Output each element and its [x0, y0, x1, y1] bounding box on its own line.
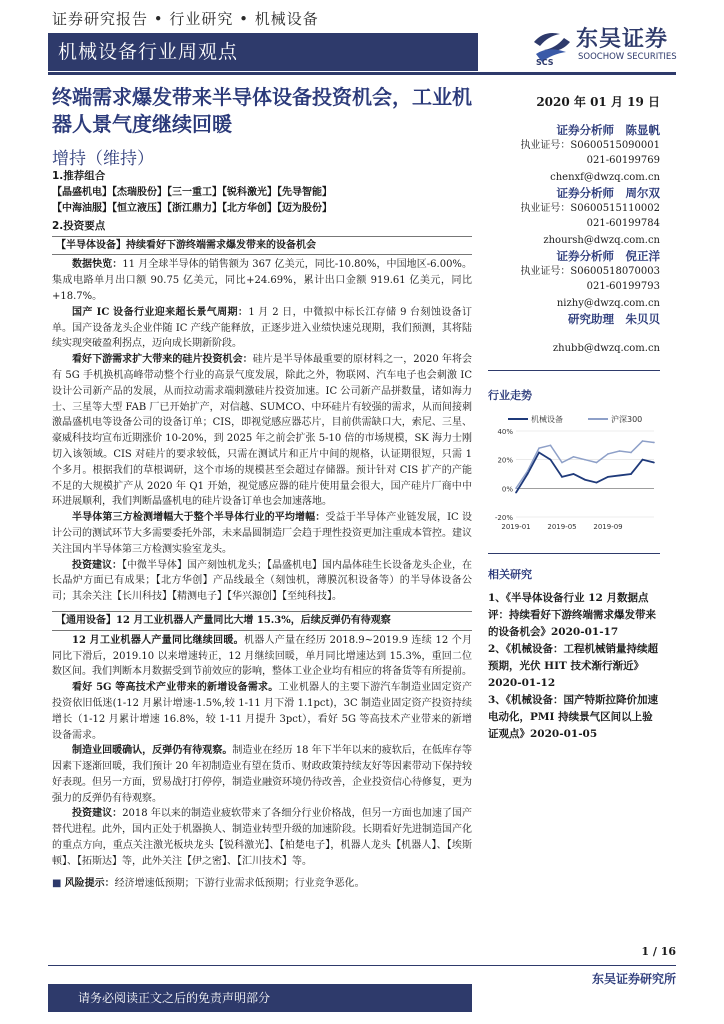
- logo-mark: SCS: [536, 58, 554, 67]
- point-machinery: [596, 482, 598, 484]
- analyst-role: 证券分析师: [556, 123, 614, 137]
- para-general-advice: [52, 806, 472, 869]
- legend-label-a: 机械设备: [531, 415, 563, 424]
- analyst-name: 陈显帆: [625, 123, 660, 137]
- point-machinery: [561, 476, 563, 478]
- logo-cn: 东吴证券: [576, 27, 669, 52]
- analyst-email[interactable]: zhubb@dwzq.com.cn: [552, 343, 660, 354]
- y-tick-label: 20%: [497, 456, 513, 465]
- point-hs300: [653, 442, 655, 444]
- analyst-phone: 021-60199793: [586, 281, 660, 292]
- side-rule: [488, 370, 660, 371]
- para-manufacturing: [52, 743, 472, 806]
- chart-legend: [508, 414, 642, 424]
- analyst-phone: 021-60199784: [586, 218, 660, 229]
- x-tick-label: 2019-09: [593, 523, 623, 531]
- para-lead: 数据快览：: [72, 259, 123, 271]
- y-tick-label: -20%: [494, 514, 513, 522]
- para-lead: 12 月工业机器人产量同比继续回暖。: [72, 634, 244, 646]
- point-hs300: [550, 445, 552, 447]
- para-text: 11 月全球半导体的销售额为 367 亿美元，同比-10.80%，中国地区-6.00%。集成电路单月出口额 90.75 亿美元，同比+24.69%，累计出口金额 919.61 亿美元，同比+18.7%。: [52, 259, 472, 302]
- point-machinery: [527, 473, 529, 475]
- trend-chart-svg: [488, 413, 660, 533]
- analyst-name: 周尔双: [625, 186, 660, 200]
- analyst-block-3: [488, 248, 660, 311]
- footer-org: 东吴证券研究所: [591, 972, 676, 986]
- semi-box-heading: 【半导体设备】持续看好下游终端需求爆发带来的设备机会: [52, 236, 472, 256]
- analyst-name: 朱贝贝: [625, 312, 660, 326]
- point-machinery: [642, 459, 644, 461]
- point-machinery: [538, 452, 540, 454]
- para-text: 受益于半导体产业链发展，IC 设计公司的测试环节大多需要委托外部，未来晶圆制造厂会趋于理性投资更加注重成本管控。建议关注国内半导体第三方检测实验室龙头。: [52, 512, 473, 555]
- para-text: 【中微半导体】国产刻蚀机龙头；【晶盛机电】国内晶体硅生长设备龙头企业，在长晶炉方面已有成果；【北方华创】产品线最全（刻蚀机，薄膜沉积设备等）的半导体设备公司；其余关注【长川科技】【精测电子】【华兴源创】【至纯科技】。: [52, 559, 472, 603]
- para-lead: 国产 IC 设备行业迎来超长景气周期：: [72, 306, 249, 318]
- point-hs300: [515, 488, 517, 490]
- chart-grid: [516, 431, 654, 517]
- para-lead: 制造业回暖确认，反弹仍有待观察。: [72, 745, 233, 757]
- para-data-overview: [52, 257, 472, 304]
- footer-rule: [48, 965, 676, 966]
- analyst-role: 研究助理: [568, 312, 614, 326]
- analyst-license: 执业证号：S0600518070003: [520, 266, 660, 277]
- side-rule: [488, 553, 660, 554]
- trend-chart: [488, 413, 660, 533]
- trend-heading: 行业走势: [488, 389, 532, 402]
- x-tick-label: 2019-01: [501, 523, 531, 531]
- y-tick-label: 40%: [497, 428, 513, 436]
- point-hs300: [607, 453, 609, 455]
- recommend-line-1: 【晶盛机电】【杰瑞股份】【三一重工】【锐科激光】【先导智能】: [52, 187, 332, 198]
- section-recommend-head: 1.推荐组合: [52, 170, 106, 182]
- chart-points: [515, 440, 655, 493]
- para-lead: 半导体第三方检测增幅大于整个半导体行业的平均增幅：: [72, 512, 326, 524]
- para-testing: [52, 510, 472, 557]
- point-hs300: [596, 462, 598, 464]
- logo-en: SOOCHOW SECURITIES: [578, 52, 677, 62]
- para-text: 2018 年以来的制造业疲软带来了各细分行业价格战，但另一方面也加速了国产替代进程。此外，国内正处于机器换人、制造业转型升级的加速阶段。长期看好先进制造国产化的重点方向，重点关注激光板块龙头【锐科激光】、【柏楚电子】，机器人龙头【机器人】、【埃斯顿】、【拓斯达】等，此外关注【伊之密】、【汇川技术】等。: [52, 808, 472, 867]
- chart-y-ticks: [495, 428, 513, 522]
- legend-label-b: 沪深300: [611, 415, 643, 424]
- report-type-banner: 机械设备行业周观点: [48, 33, 478, 71]
- para-text: 工业机器人的主要下游汽车制造业固定资产投资依旧低迷(1-12 月累计增速-1.5%,较 1-11 月下滑 1.1pct)，3C 制造业固定资产投资持续增长（1-12 月累计增速 16.8%，较 1-11 月提升 3pct），看好 5G 等高技术产业带来的新增设备需求。: [52, 682, 473, 741]
- y-tick-label: 0%: [501, 485, 513, 494]
- point-hs300: [527, 470, 529, 472]
- para-text: 1 月 2 日，中微拟中标长江存储 9 台刻蚀设备订单。国产设备龙头企业伴随 IC 产线产能释放，正逐步进入业绩快速兑现期，我们预测，其将陆续实现突破盈利拐点，迈向成长期新阶段。: [52, 306, 472, 350]
- point-machinery: [630, 473, 632, 475]
- analyst-email[interactable]: chenxf@dwzq.com.cn: [550, 172, 660, 183]
- series-line-machinery: [516, 453, 654, 493]
- para-ic-cycle: [52, 305, 472, 352]
- rating: 增持（维持）: [52, 149, 154, 169]
- analyst-title: [488, 122, 660, 138]
- analyst-block-4: [488, 311, 660, 356]
- soochow-logo: [530, 22, 710, 72]
- x-tick-label: 2019-05: [547, 523, 577, 531]
- analyst-license: 执业证号：S0600515110002: [520, 203, 660, 214]
- point-machinery: [653, 462, 655, 464]
- point-machinery: [515, 492, 517, 494]
- risk-text: 经济增速低预期；下游行业需求低预期；行业竞争恶化。: [114, 877, 365, 889]
- report-date: 2020 年 01 月 19 日: [536, 95, 660, 109]
- point-hs300: [619, 450, 621, 452]
- point-machinery: [619, 475, 621, 477]
- recommend-line-2: 【中海油服】【恒立液压】【浙江鼎力】【北方华创】【迈为股份】: [52, 202, 332, 214]
- risk-notice: [52, 876, 472, 892]
- para-text: 机器人产量在经历 2018.9~2019.9 连续 12 个月同比下滑后，2019.10 以来增速转正，12 月继续回暖，单月同比增速达到 15.3%，重回二位数区间。我们判断本月数据受到节前效应的影响，整体工业企业均有相应的将备货等有所提前。: [52, 634, 472, 678]
- disclaimer-banner[interactable]: 请务必阅读正文之后的免责声明部分: [48, 984, 472, 1012]
- analyst-title: [488, 185, 660, 201]
- page-number: 1 / 16: [641, 945, 676, 958]
- related-item[interactable]: 2、《机械设备：工程机械销量持续超预期，光伏 HIT 技术渐行渐近》2020-01-12: [488, 643, 659, 689]
- robot-box-heading: 【通用设备】12 月工业机器人产量同比大增 15.3%，后续反弹仍有待观察: [52, 611, 472, 631]
- side-column: [488, 93, 660, 743]
- point-machinery: [550, 459, 552, 461]
- point-hs300: [573, 456, 575, 458]
- para-lead: 看好下游需求扩大带来的硅片投资机会：: [72, 354, 253, 366]
- analyst-name: 倪正洋: [625, 249, 660, 263]
- analyst-title: [488, 311, 660, 327]
- point-machinery: [607, 476, 609, 478]
- point-machinery: [584, 479, 586, 481]
- analyst-phone: 021-60199769: [586, 155, 660, 166]
- analyst-role: 证券分析师: [556, 249, 614, 263]
- para-text: 硅片是半导体最重要的原材料之一，2020 年将会有 5G 手机换机高峰带动整个行业的高景气度发展，除此之外，物联网、汽车电子也会刺激 IC 设计公司新产品的发展，从而拉动需求端刺激硅片投资加速。IC 公司新产品拼数量，诸如海力士、三星等大型 FAB 厂已开始扩产，对信越、SUMCO、中环硅片有较强的需求，从而间接刺激晶盛机电等设备公司的设备订单；CIS，即视觉感应器芯片，目前供需缺口大，索尼、三星、豪威科技均宣布近期涨价 10-20%，到 2025 年之前会扩张 5-10 倍的市场规模，SK 海力士刚切入该领域。CIS 对硅片的要求较低，只需在测试片和正片中间的规格，认证期很短，只需 1 个多月。根据我们的草根调研，这个市场的规模甚至会超过存储器。预计针对 CIS 扩产的产能不足的大规模扩产从 2020 年 Q1 开始，视觉感应器的硅片使用量会很大，国产硅片厂商中中环进展顺利，我们判断晶盛机电的硅片设备订单也会加速落地。: [52, 354, 472, 508]
- risk-bullet-icon: ■: [52, 877, 65, 889]
- analyst-license: 执业证号：S0600515090001: [520, 140, 660, 151]
- para-lead: 投资建议：: [72, 559, 122, 571]
- para-wafer: [52, 352, 472, 510]
- analyst-email[interactable]: nizhy@dwzq.com.cn: [556, 298, 660, 309]
- analyst-email[interactable]: zhoursh@dwzq.com.cn: [543, 235, 660, 246]
- chart-x-ticks: [501, 523, 622, 531]
- point-hs300: [630, 452, 632, 454]
- point-hs300: [584, 459, 586, 461]
- risk-lead: 风险提示：: [64, 877, 115, 889]
- analyst-block-2: [488, 185, 660, 248]
- point-machinery: [573, 473, 575, 475]
- analyst-block-1: [488, 122, 660, 185]
- para-semi-advice: [52, 558, 472, 605]
- analyst-role: 证券分析师: [556, 186, 614, 200]
- main-body: [52, 168, 472, 891]
- section-points-head: 2.投资要点: [52, 219, 106, 232]
- related-item[interactable]: 1、《半导体设备行业 12 月数据点评：持续看好下游终端需求爆发带来的设备机会》2020-01-17: [488, 592, 656, 638]
- para-5g-demand: [52, 680, 472, 743]
- series-line-hs300: [516, 441, 654, 488]
- point-hs300: [538, 447, 540, 449]
- breadcrumb: 证券研究报告 • 行业研究 • 机械设备: [52, 10, 319, 28]
- report-title: 终端需求爆发带来半导体设备投资机会，工业机器人景气度继续回暖: [52, 85, 472, 136]
- header-rule: [48, 72, 676, 75]
- related-item[interactable]: 3、《机械设备：国产特斯拉降价加速电动化，PMI 持续景气区间以上验证观点》2020-01-05: [488, 694, 659, 740]
- para-lead: 看好 5G 等高技术产业带来的新增设备需求。: [72, 682, 279, 694]
- para-lead: 投资建议：: [72, 808, 123, 820]
- point-hs300: [642, 440, 644, 442]
- para-text: 制造业在经历 18 年下半年以来的疲软后，在低库存等因素下逐渐回暖，我们预计 20 年初制造业有望在货币、财政政策持续友好等因素带动下保持较好表现。但另一方面，贸易战打打停停，制造业融资环境仍待改善，企业投资信心待修复，更为强力的反弹仍有待观察。: [52, 745, 472, 804]
- para-robot-output: [52, 633, 472, 680]
- analyst-title: [488, 248, 660, 264]
- related-heading: 相关研究: [488, 568, 532, 581]
- point-hs300: [561, 462, 563, 464]
